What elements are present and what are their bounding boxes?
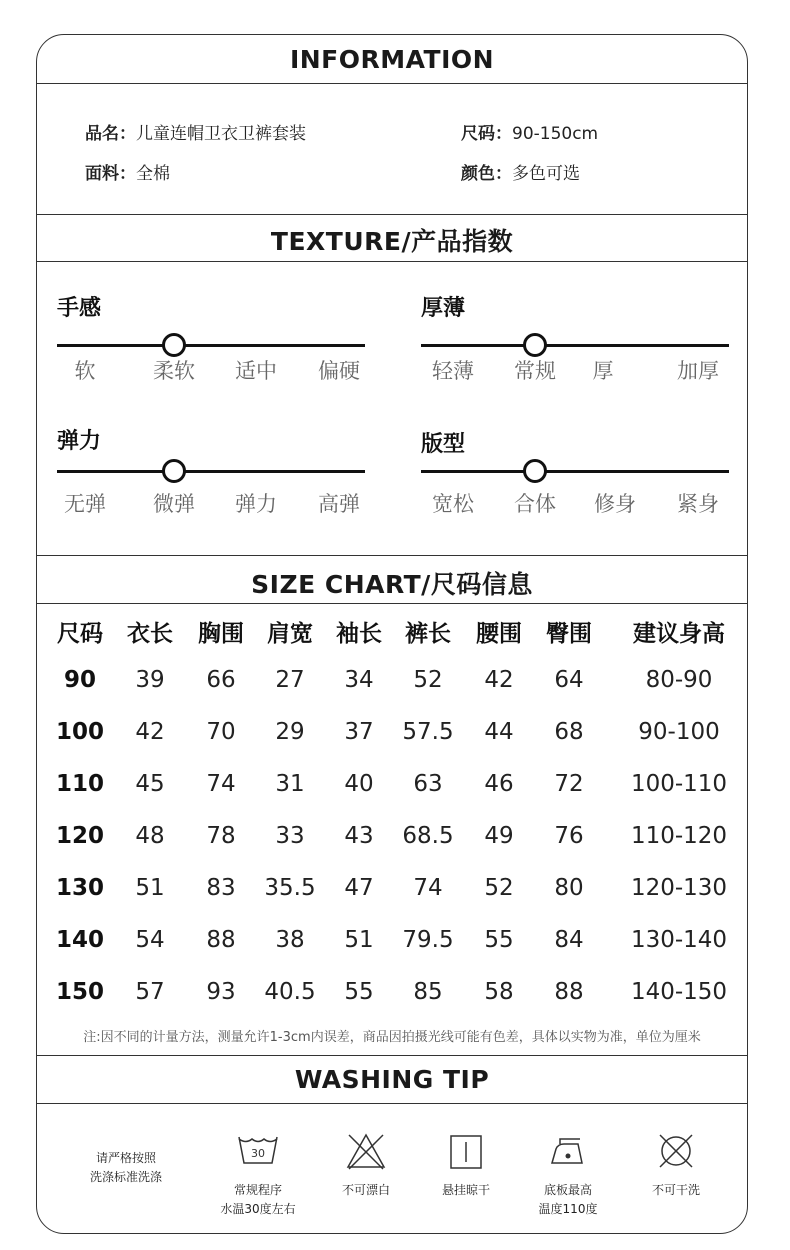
table-cell: 85: [413, 979, 443, 1005]
slider-tick-label: 常规: [514, 359, 556, 383]
no-bleach-icon: [345, 1131, 387, 1173]
size-cell: 100: [55, 719, 105, 745]
table-cell: 120-130: [630, 875, 728, 901]
table-cell: 44: [484, 719, 514, 745]
table-cell: 93: [206, 979, 236, 1005]
table-cell: 49: [484, 823, 514, 849]
iron-icon: [548, 1135, 588, 1169]
slider-tick-label: 合体: [514, 492, 556, 516]
wash-30-icon: [236, 1133, 280, 1169]
table-cell: 74: [206, 771, 236, 797]
table-cell: 110-120: [630, 823, 728, 849]
table-cell: 43: [344, 823, 374, 849]
size-cell: 90: [63, 667, 97, 693]
washing-tip-line1: 底板最高: [543, 1183, 592, 1197]
table-cell: 35.5: [264, 875, 316, 901]
slider-tick-label: 弹力: [235, 492, 277, 516]
slider-tick-label: 偏硬: [318, 359, 360, 383]
no-dry-clean-icon: [656, 1131, 696, 1171]
size-cell: 110: [55, 771, 105, 797]
table-cell: 42: [135, 719, 165, 745]
size-cell: 140: [55, 927, 105, 953]
product-fabric-value: 全棉: [136, 164, 170, 184]
table-cell: 37: [344, 719, 374, 745]
table-cell: 88: [206, 927, 236, 953]
slider-knob: [162, 333, 186, 357]
product-name-value: 儿童连帽卫衣卫裤套装: [136, 124, 306, 144]
slider-tick-label: 加厚: [677, 359, 719, 383]
slider-track: [421, 470, 729, 473]
slider-knob: [162, 459, 186, 483]
texture-name: 手感: [57, 296, 102, 321]
table-cell: 40.5: [264, 979, 316, 1005]
size-note: 注:因不同的计量方法，测量允许1-3cm内误差，商品因拍摄光线可能有色差，具体以实物为准，单位为厘米: [83, 1030, 701, 1045]
washing-tip-label: [220, 1181, 295, 1218]
slider-tick-label: 微弹: [153, 492, 195, 516]
washing-tip-line2: 水温30度左右: [220, 1201, 296, 1216]
washing-tip-line1: 悬挂晾干: [441, 1183, 491, 1197]
washing-tip-label: [342, 1181, 390, 1200]
slider-knob: [523, 459, 547, 483]
table-cell: 80-90: [645, 667, 713, 693]
table-cell: 70: [206, 719, 236, 745]
table-header-cell: 腰围: [476, 621, 522, 647]
table-cell: 63: [413, 771, 443, 797]
table-header-cell: 臀围: [546, 621, 592, 647]
table-cell: 40: [344, 771, 374, 797]
slider-tick-label: 高弹: [318, 492, 360, 516]
table-cell: 100-110: [630, 771, 728, 797]
table-cell: 64: [554, 667, 584, 693]
table-cell: 58: [484, 979, 514, 1005]
slider-track: [421, 344, 729, 347]
washing-tip-line1: 不可干洗: [651, 1183, 701, 1197]
divider: [37, 1055, 747, 1056]
product-color: [461, 159, 580, 184]
table-cell: 84: [554, 927, 584, 953]
washing-intro-line2: 洗涤标准洗涤: [89, 1169, 163, 1184]
size-cell: 120: [55, 823, 105, 849]
washing-intro-line1: 请严格按照: [95, 1151, 157, 1165]
table-cell: 31: [275, 771, 305, 797]
slider-tick-label: 柔软: [153, 359, 195, 383]
table-cell: 57.5: [402, 719, 454, 745]
size-cell: 130: [55, 875, 105, 901]
table-cell: 68: [554, 719, 584, 745]
table-header-cell: 胸围: [198, 621, 244, 647]
table-cell: 29: [275, 719, 305, 745]
table-header-cell: 裤长: [405, 621, 451, 647]
divider: [37, 261, 747, 262]
size-chart-title: SIZE CHART/尺码信息: [251, 570, 533, 599]
texture-name: 弹力: [57, 429, 102, 454]
product-name-label: 品名：: [85, 124, 136, 144]
slider-tick-label: 无弹: [64, 492, 106, 516]
washing-tip-label: [442, 1181, 490, 1200]
table-cell: 57: [135, 979, 165, 1005]
table-header-cell: 衣长: [127, 621, 173, 647]
product-size-label: 尺码：: [461, 124, 512, 144]
table-cell: 33: [275, 823, 305, 849]
table-cell: 88: [554, 979, 584, 1005]
table-cell: 90-100: [638, 719, 720, 745]
table-cell: 79.5: [402, 927, 454, 953]
table-cell: 27: [275, 667, 305, 693]
washing-title: WASHING TIP: [294, 1065, 490, 1094]
table-cell: 68.5: [402, 823, 454, 849]
table-cell: 78: [206, 823, 236, 849]
wash-temp-text: 30: [251, 1147, 265, 1160]
divider: [37, 1103, 747, 1104]
info-card: [36, 34, 748, 1234]
table-cell: 72: [554, 771, 584, 797]
product-fabric-label: 面料：: [85, 164, 136, 184]
information-title: INFORMATION: [289, 45, 495, 74]
slider-track: [57, 344, 365, 347]
slider-tick-label: 轻薄: [432, 359, 474, 383]
table-cell: 74: [413, 875, 443, 901]
slider-tick-label: 适中: [235, 359, 277, 383]
slider-tick-label: 紧身: [677, 492, 719, 516]
table-cell: 39: [135, 667, 165, 693]
washing-tip-label: [539, 1181, 598, 1218]
table-cell: 52: [484, 875, 514, 901]
divider: [37, 603, 747, 604]
table-cell: 76: [554, 823, 584, 849]
table-cell: 46: [484, 771, 514, 797]
washing-intro: [90, 1149, 162, 1186]
table-cell: 42: [484, 667, 514, 693]
washing-tip-label: [652, 1181, 700, 1200]
table-header-cell: 尺码: [57, 621, 103, 647]
table-cell: 80: [554, 875, 584, 901]
table-cell: 140-150: [630, 979, 728, 1005]
slider-tick-label: 厚: [592, 359, 614, 383]
slider-track: [57, 470, 365, 473]
table-cell: 52: [413, 667, 443, 693]
table-header-cell: 建议身高: [633, 621, 725, 647]
divider: [37, 555, 747, 556]
texture-name: 厚薄: [421, 296, 466, 321]
table-cell: 51: [135, 875, 165, 901]
table-header-cell: 袖长: [336, 621, 382, 647]
slider-tick-label: 宽松: [432, 492, 474, 516]
table-cell: 130-140: [630, 927, 728, 953]
slider-tick-label: 修身: [594, 492, 636, 516]
divider: [37, 83, 747, 84]
washing-tip-line1: 不可漂白: [341, 1183, 391, 1197]
washing-tip-line1: 常规程序: [233, 1183, 282, 1197]
line-dry-icon: [448, 1133, 484, 1171]
product-fabric: [85, 159, 170, 184]
table-cell: 47: [344, 875, 374, 901]
table-cell: 51: [344, 927, 374, 953]
washing-tip-line2: 温度110度: [538, 1201, 598, 1216]
divider: [37, 214, 747, 215]
texture-title: TEXTURE/产品指数: [270, 227, 514, 256]
table-cell: 55: [344, 979, 374, 1005]
product-color-label: 颜色：: [461, 164, 512, 184]
table-cell: 34: [344, 667, 374, 693]
product-size-value: 90-150cm: [512, 124, 599, 144]
table-cell: 55: [484, 927, 514, 953]
size-cell: 150: [55, 979, 105, 1005]
table-cell: 48: [135, 823, 165, 849]
slider-tick-label: 软: [74, 359, 96, 383]
table-cell: 45: [135, 771, 165, 797]
product-color-value: 多色可选: [512, 164, 580, 184]
slider-knob: [523, 333, 547, 357]
table-header-cell: 肩宽: [267, 621, 313, 647]
table-cell: 38: [275, 927, 305, 953]
table-cell: 66: [206, 667, 236, 693]
product-size: [461, 119, 598, 144]
texture-name: 版型: [421, 432, 466, 457]
product-name: [85, 119, 306, 144]
table-cell: 83: [206, 875, 236, 901]
table-cell: 54: [135, 927, 165, 953]
